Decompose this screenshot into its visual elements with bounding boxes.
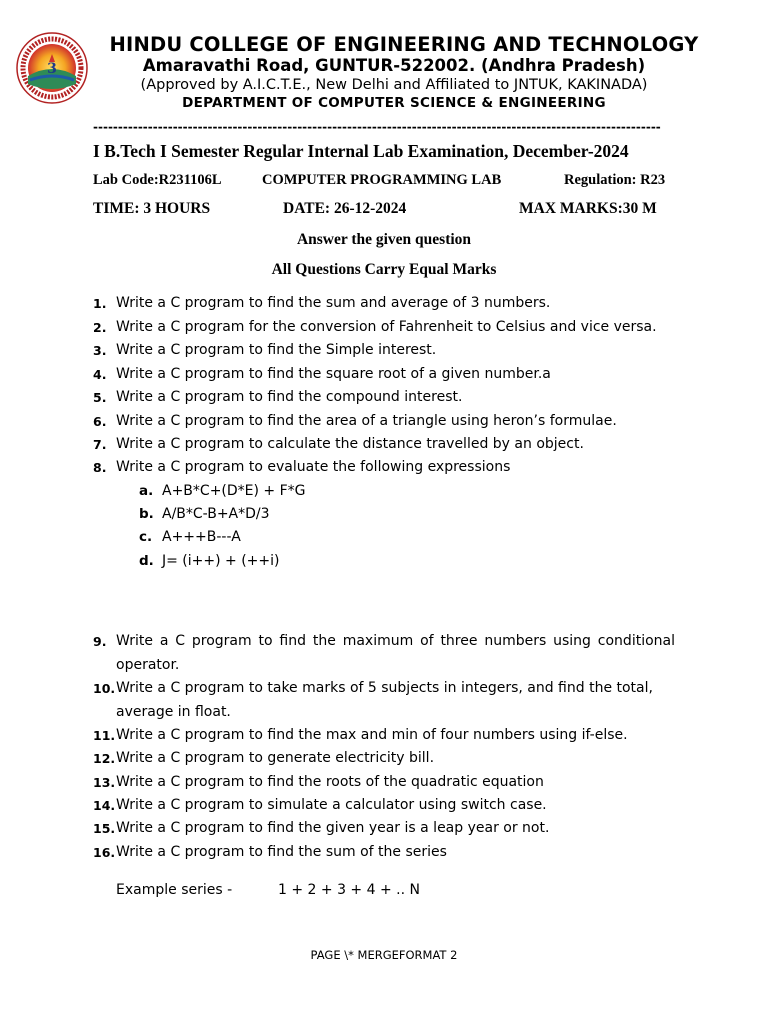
question-text: Write a C program to find the sum and average of 3 numbers. [116,295,551,311]
question-item [93,724,675,748]
header-divider: ------------------------------------------------------------------------------------------------------------------ [93,120,661,134]
question-text: Write a C program to simulate a calculator using switch case. [116,797,547,813]
exam-title: I B.Tech I Semester Regular Internal Lab Examination, December-2024 [93,141,629,161]
sub-question-text: J= (i++) + (++i) [162,552,280,569]
department-name: DEPARTMENT OF COMPUTER SCIENCE & ENGINEERING [182,95,606,111]
question-item [93,433,675,457]
college-name: HINDU COLLEGE OF ENGINEERING AND TECHNOLOGY [109,33,699,56]
question-number: 5. [93,390,107,405]
question-item [93,386,675,410]
lab-code: Lab Code:R231106L [93,172,222,188]
question-text: Write a C program to generate electricity bill. [116,750,435,766]
question-text: Write a C program to find the max and min of four numbers using if-else. [116,726,628,743]
exam-date: DATE: 26-12-2024 [283,200,407,217]
example-series [116,882,420,898]
question-item [93,841,675,865]
question-item [93,794,675,818]
question-item [93,363,675,387]
question-text: Write a C program to find the maximum of three numbers using conditional operator. [116,633,675,673]
sub-question-letter: c. [139,529,153,545]
question-number: 15. [93,821,116,836]
question-number: 11. [93,727,116,743]
question-item [93,316,675,340]
question-number: 12. [93,751,116,766]
question-number: 6. [93,413,107,429]
question-item [93,292,675,316]
question-number: 9. [93,634,107,649]
sub-question-item [139,503,270,527]
sub-question-item [139,480,306,504]
question-number: 8. [93,460,107,475]
question-text: Write a C program to find the Simple interest. [116,342,437,358]
college-address: Amaravathi Road, GUNTUR-522002. (Andhra Pradesh) [142,56,646,75]
question-text: Write a C program to find the square root of a given number.a [116,365,551,382]
question-item [93,456,675,480]
sub-question-letter: d. [139,552,154,569]
exam-time: TIME: 3 HOURS [93,200,211,217]
sub-question-letter: a. [139,482,154,499]
college-approval: (Approved by A.I.C.T.E., New Delhi and Affiliated to JNTUK, KAKINADA) [140,77,648,93]
question-number: 4. [93,366,107,382]
question-text: Write a C program to find the given year is a leap year or not. [116,820,550,836]
question-text: Write a C program to find the compound interest. [116,389,463,405]
instruction-answer: Answer the given question [296,231,472,248]
question-text: Write a C program to calculate the distance travelled by an object. [116,436,584,452]
question-text: Write a C program to take marks of 5 subjects in integers, and find the total, average in float. [116,680,653,720]
question-item [93,410,675,434]
question-item [93,630,675,677]
question-item [93,677,675,724]
question-item [93,817,675,841]
sub-question-text: A/B*C-B+A*D/3 [162,506,270,522]
question-number: 2. [93,319,107,335]
college-logo-icon [16,32,88,104]
question-text: Write a C program for the conversion of Fahrenheit to Celsius and vice versa. [116,318,657,335]
question-text: Write a C program to find the roots of the quadratic equation [116,773,544,790]
svg-text:3: 3 [47,61,57,77]
page-footer: PAGE \* MERGEFORMAT 2 [310,948,458,962]
example-label: Example series - [116,882,233,898]
sub-question-item [139,550,280,574]
question-text: Write a C program to find the sum of the series [116,843,447,860]
question-number: 16. [93,844,116,860]
question-item [93,771,675,795]
question-item [93,747,675,771]
question-number: 13. [93,774,116,790]
sub-question-text: A+B*C+(D*E) + F*G [162,482,306,499]
sub-question-letter: b. [139,506,154,522]
question-number: 7. [93,437,107,452]
question-number: 14. [93,798,116,813]
sub-question-text: A+++B---A [162,529,241,545]
instruction-equal-marks: All Questions Carry Equal Marks [271,261,497,278]
question-number: 1. [93,296,107,311]
max-marks: MAX MARKS:30 M [519,200,657,217]
question-item [93,339,675,363]
lab-name: COMPUTER PROGRAMMING LAB [262,172,502,188]
regulation: Regulation: R23 [564,172,666,188]
sub-question-item [139,526,241,550]
question-text: Write a C program to evaluate the following expressions [116,459,511,475]
question-text: Write a C program to find the area of a triangle using heron’s formulae. [116,412,617,429]
question-number: 10. [93,681,116,696]
question-number: 3. [93,343,107,358]
example-series-value: 1 + 2 + 3 + 4 + .. N [278,882,420,898]
